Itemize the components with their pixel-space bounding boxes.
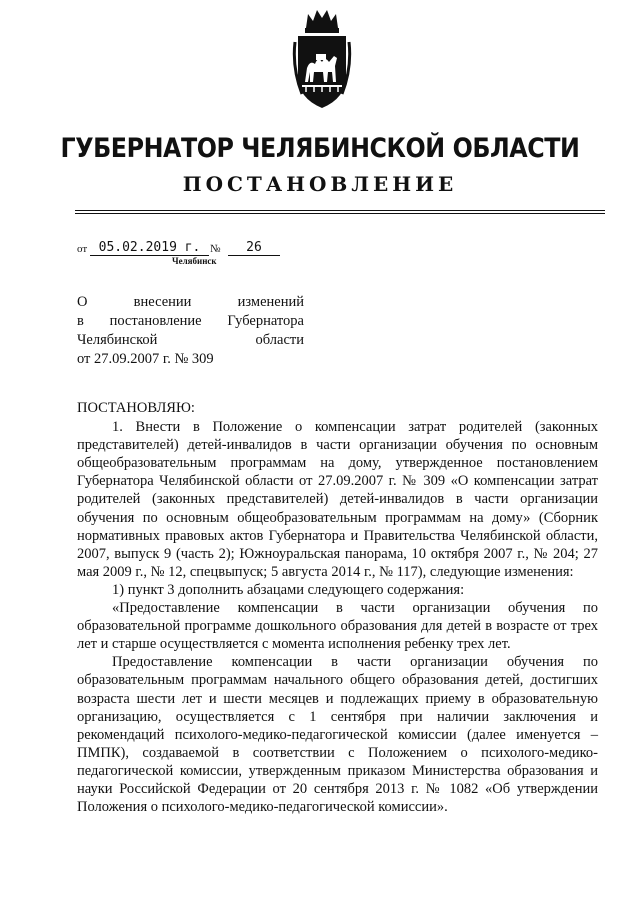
subject-line: от 27.09.2007 г. № 309 — [77, 351, 214, 367]
issuer-title: ГУБЕРНАТОР ЧЕЛЯБИНСКОЙ ОБЛАСТИ — [60, 133, 580, 164]
header-rule-top — [75, 210, 605, 211]
document-number: 26 — [228, 240, 280, 256]
document-body — [77, 399, 598, 816]
header-rule-bottom — [75, 213, 605, 214]
quoted-paragraph: «Предоставление компенсации в части организации обучения по образовательной программе дошкольного образования для детей в возрасте от трех лет и старше осуществляется с момента исполнения ребенку трех лет. — [77, 600, 598, 653]
subject-line: в постановление Губернатора — [77, 313, 304, 329]
subject-line: О внесении изменений — [77, 294, 304, 310]
number-label: № — [210, 243, 221, 255]
paragraph-subitem-1: 1) пункт 3 дополнить абзацами следующего содержания: — [112, 581, 465, 598]
paragraph-item-1: 1. Внести в Положение о компенсации затрат родителей (законных представителей) детей-инвалидов в части организации обучения по основным общеобразовательным программам на дому, утвержденное постановлением Губернатора Челябинской области от 27.09.2007 г. № 309 «О компенсации затрат родителей (законных представителей) детей-инвалидов в части организации обучения по основным общеобразовательным программам на дому» (Сборник нормативных правовых актов Губернатора и Правительства Челябинской области, 2007, выпуск 9 (часть 2); Южноуральская панорама, 10 октября 2007 г., № 204; 27 мая 2009 г., № 12, спецвыпуск; 5 августа 2014 г., № 117), следующие изменения: — [77, 419, 598, 580]
date-from-label: от — [77, 243, 88, 255]
document-type: ПОСТАНОВЛЕНИЕ — [182, 172, 458, 196]
document-date: 05.02.2019 г. — [90, 240, 209, 256]
city-name: Челябинск — [172, 256, 217, 266]
coat-of-arms-icon — [292, 6, 352, 112]
subject-line: Челябинской области — [77, 332, 304, 348]
document-subject — [77, 293, 304, 369]
resolution-command: ПОСТАНОВЛЯЮ: — [77, 400, 195, 416]
quoted-paragraph: Предоставление компенсации в части организации обучения по образовательным программам начального общего образования детей, достигших возраста шести лет и шести месяцев и подлежащих приему в образовательную организацию, осуществляется с 1 сентября при наличии заключения и рекомендаций психолого-медико-педагогической комиссии (далее именуется – ПМПК), создаваемой в соответствии с Положением о психолого-медико-педагогической комиссии, утвержденным приказом Министерства образования и науки Российской Федерации от 20 сентября 2013 г. № 1082 «Об утверждении Положения о психолого-медико-педагогической комиссии». — [77, 654, 598, 816]
